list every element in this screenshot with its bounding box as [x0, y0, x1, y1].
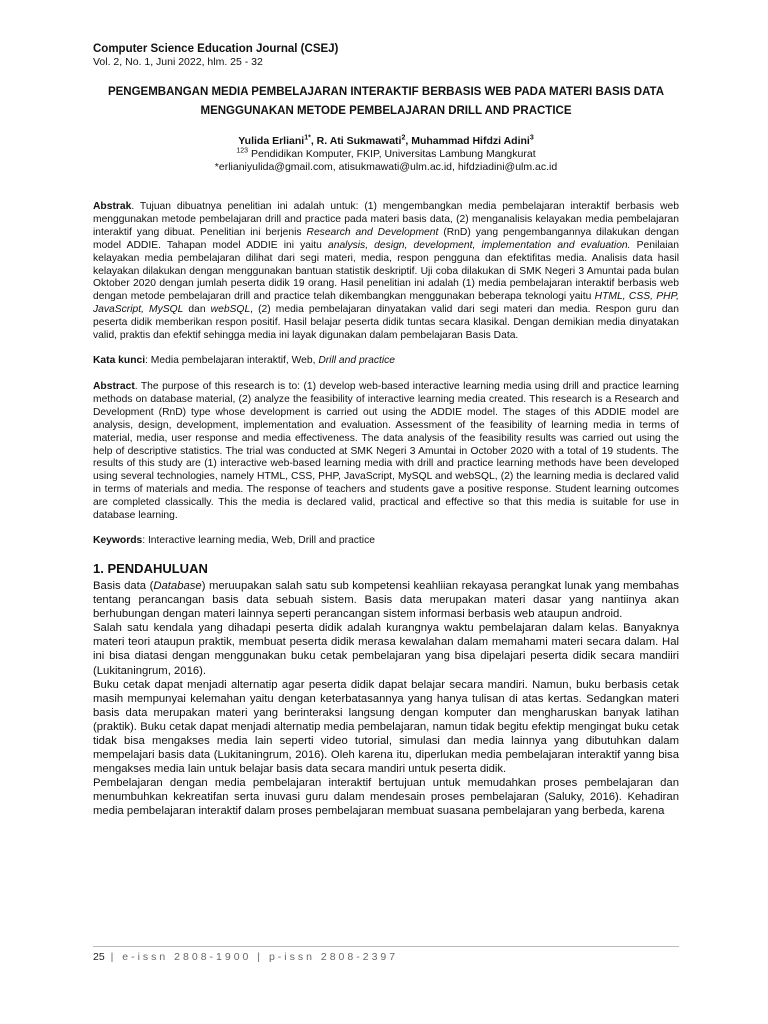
affiliation-text: Pendidikan Komputer, FKIP, Universitas Lambung Mangkurat	[248, 148, 536, 160]
body-paragraph-3: Buku cetak dapat menjadi alternatip agar peserta didik dapat belajar secara mandiri. Namun, buku berbasis cetak masih mempunyai kelemahan yaitu dengan keterbatasannya yang hanya tulisan di atas kertas. Sedangkan materi basis data merupakan materi yang berinteraksi langsung dengan komputer dan mengharuskan banyak latihan (praktik). Buku cetak dapat menjadi alternatip media pembelajaran, namun tidak begitu efektip mengingat buku cetak tidak bisa mengakses media lain seperti video tutorial, simulasi dan media lainnya yang dibutuhkan dalam mempelajari basis data (Lukitaningrum, 2016). Oleh karena itu, diperlukan media pembelajaran interaktif yanng bisa mengakses media lain untuk belajar basis data secara mandiri untuk peserta didik.	[93, 678, 679, 776]
author-emails: *erlianiyulida@gmail.com, atisukmawati@ulm.ac.id, hifdziadini@ulm.ac.id	[214, 161, 558, 173]
affiliation-sup: 123	[236, 147, 249, 155]
keywords-label: Keywords	[93, 534, 143, 546]
author-3-sup: 3	[529, 134, 534, 142]
abstrak: Abstrak. Tujuan dibuatnya penelitian ini adalah untuk: (1) mengembangkan media pembelajaran interaktif berbasis web menggunakan metode pembelajaran drill and practice pada materi basis data, (2) menganalisis kelayakan media pembelajaran interaktif yang dibuat. Penelitian ini berjenis Research and Development (RnD) yang pengembangannya dilakukan dengan model ADDIE. Tahapan model ADDIE ini yaitu analysis, design, development, implementation and evaluation. Penilaian kelayakan media pembelajaran dilihat dari segi materi, media, respon pengguna dan efektifitas media. Analisis data hasil kelayakan dilakukan dengan menggunakan bantuan statistik deskriptif. Uji coba dilakukan di SMK Negeri 3 Amuntai pada bulan Oktober 2020 dengan jumlah peserta didik 19 orang. Hasil penelitian ini adalah (1) media pembelajaran interaktif berbasis web dengan metode pembelajaran drill and practice telah dikembangkan menggunakan beberapa teknologi yaitu HTML, CSS, PHP, JavaScript, MySQL dan webSQL, (2) media pembelajaran dinyatakan valid dari segi materi dan media. Respon guru dan peserta didik memberikan respon positif. Hasil belajar peserta didik tuntas secara klasikal. Dengan demikian media dinyatakan valid, praktis dan efektif sehingga media ini layak digunakan dalam pembelajaran Basis Data.	[93, 201, 680, 342]
author-3: Muhammad Hifdzi Adini	[411, 135, 530, 147]
paper-page	[93, 42, 679, 819]
paper-title: PENGEMBANGAN MEDIA PEMBELAJARAN INTERAKTIF BERBASIS WEB PADA MATERI BASIS DATA MENGGUNAKAN METODE PEMBELAJARAN DRILL AND PRACTICE	[107, 86, 665, 117]
authors: Yulida Erliani$^{1*}$, R. Ati Sukmawati$^2$, Muhammad Hifdzi Adini$^3$	[238, 134, 534, 147]
abstract-en-label: Abstract	[93, 380, 135, 392]
kata-kunci: Kata kunci: Media pembelajaran interaktif, Web, Drill and practice	[93, 354, 395, 366]
author-2: R. Ati Sukmawati	[316, 135, 402, 147]
footer-divider	[93, 946, 679, 947]
affiliation	[93, 148, 679, 161]
abstrak-label: Abstrak	[93, 201, 132, 212]
author-1: Yulida Erliani	[238, 135, 305, 147]
author-2-sup: 2	[401, 134, 406, 142]
footer-text	[93, 951, 679, 963]
body-paragraph-1: Basis data (Database) meruupakan salah satu sub kompetensi keahliian rekayasa perangkat lunak yang membahas tentang perancangan basis data sebuah sistem. Basis data merupakan materi dasar yang nantiinya akan berhubungan dengan materi lainnya seperti perancangan sistem informasi berbasis web ataupun android.	[93, 579, 679, 621]
footer-issn: | e-issn 2808-1900 | p-issn 2808-2397	[104, 951, 399, 963]
keywords: Keywords: Interactive learning media, Web, Drill and practice	[93, 534, 375, 546]
author-1-sup: 1*	[304, 134, 311, 142]
section-heading-pendahuluan: 1. PENDAHULUAN	[93, 560, 208, 576]
abstract-en: Abstract. The purpose of this research is to: (1) develop web-based interactive learning media using drill and practice learning methods on database material, (2) analyze the feasibility of interactive learning media created. This research is a Research and Development (RnD) type whose development is carried out using the ADDIE model. The stages of this ADDIE model are analysis, design, development, implementation and evaluation. Assessment of the feasibility of learning media in terms of material, media, user response and media effectiveness. The data analysis of the feasibility results was carried out using the help of descriptive statistics. The trial was conducted at SMK Negeri 3 Amuntai in October 2020 with a total of 19 students. The results of this study are (1) interactive web-based learning media with drill and practice learning methods have been developed using several technologies, namely HTML, CSS, PHP, JavaScript, MySQL and webSQL, (2) the learning media is declared valid in terms of materials and media. The response of teachers and students gave a positive response. Student learning outcomes are completed classically. This the media is declared valid, practical and effective so that this media is suitable for use in database learning.	[93, 380, 679, 522]
journal-name: Computer Science Education Journal (CSEJ)	[93, 43, 339, 55]
body-paragraph-4: Pembelajaran dengan media pembelajaran interaktif bertujuan untuk memudahkan proses pembelajaran dan menumbuhkan kekreatifan serta inuvasi guru dalam mendesain proses pembelajaran (Saluky, 2016). Kehadiran media pembelajaran interaktif dalam proses pembelajaran membuat suasana pembelajaran yang berbeda, karena	[93, 777, 679, 818]
page-footer	[93, 946, 679, 963]
page-number: 25	[93, 951, 105, 963]
body-paragraph-2: Salah satu kendala yang dihadapi peserta didik adalah kurangnya waktu pembelajaran dalam kelas. Banyaknya materi teori ataupun praktik, membuat peserta didik merasa kewalahan dalam memahami materi secara dalam. Hal ini bisa diatasi dengan menggunakan buku cetak pembelajaran yang bisa dipelajari peserta didik secara mandiiri (Lukitaningrum, 2016).	[93, 622, 679, 677]
kata-kunci-label: Kata kunci	[93, 354, 146, 366]
journal-meta: Vol. 2, No. 1, Juni 2022, hlm. 25 - 32	[93, 56, 263, 68]
